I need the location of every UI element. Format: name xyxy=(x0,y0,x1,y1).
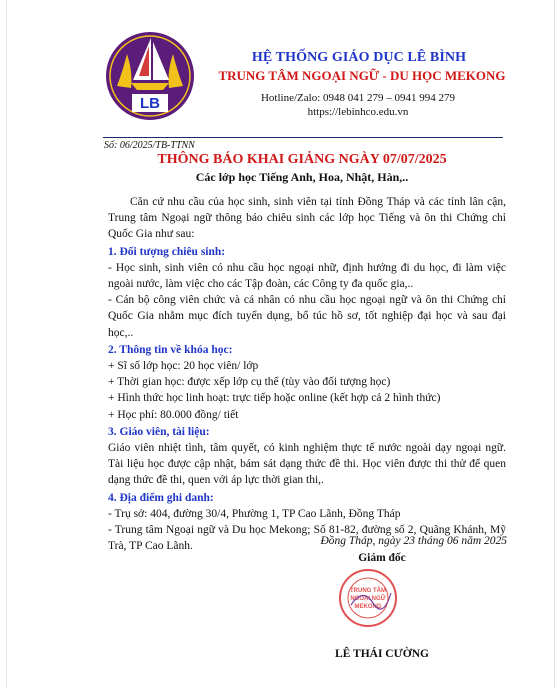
notice-title: THÔNG BÁO KHAI GIẢNG NGÀY 07/07/2025 xyxy=(157,152,447,167)
document-number: Số: 06/2025/TB-TTNN xyxy=(104,140,195,151)
course-info-item: + Học phí: 80.000 đồng/ tiết xyxy=(108,408,239,421)
notice-subtitle: Các lớp học Tiếng Anh, Hoa, Nhật, Hàn,.. xyxy=(195,170,409,184)
center-name: TRUNG TÂM NGOẠI NGỮ - DU HỌC MEKONG xyxy=(218,68,506,83)
org-name: HỆ THỐNG GIÁO DỤC LÊ BÌNH xyxy=(251,50,467,65)
course-info-item: + Thời gian học: được xếp lớp cụ thể (tùy vào đối tượng học) xyxy=(108,376,391,389)
header-divider xyxy=(103,137,503,138)
section-heading-teachers: 3. Giáo viên, tài liệu: xyxy=(108,425,210,438)
teachers-paragraph: Giáo viên nhiệt tình, tâm quyết, có kinh nghiệm thực tế nước ngoài dạy ngoại ngữ. Tài liệu học được cập nhật, bám sát dạng thức đề thi. Học viên được thi thử để quen dạng thức đề thi, quen với áp lực thời gian thi,. xyxy=(108,442,506,487)
section-heading-course: 2. Thông tin về khóa học: xyxy=(108,343,233,356)
audience-item: - Cán bộ công viên chức và cá nhân có nhu cầu học ngoại ngữ và ôn thi Chứng chỉ Quốc Gia nhằm mục đích tuyển dụng, bổ túc hồ sơ, tốt nghiệp đại học và sau đại học,.. xyxy=(108,294,506,339)
signer-name: LÊ THÁI CƯỜNG xyxy=(335,648,429,660)
location-item: - Trung tâm Ngoại ngữ và Du học Mekong; Số 81-82, đường số 2, Quãng Khánh, Mỹ Trà, TP Cao Lãnh. xyxy=(108,524,506,553)
section-heading-locations: 4. Địa điểm ghi danh: xyxy=(108,491,214,504)
course-info-item: + Hình thức học linh hoạt: trực tiếp hoặc online (kết hợp cả 2 hình thức) xyxy=(108,392,441,405)
notice-body xyxy=(108,194,506,554)
hotline: Hotline/Zalo: 0948 041 279 – 0941 994 279 xyxy=(260,92,455,104)
section-heading-audience: 1. Đối tượng chiêu sinh: xyxy=(108,245,226,258)
audience-item: - Học sinh, sinh viên có nhu cầu học ngoại nhữ, định hướng đi du học, đi làm việc ngoài nước, làm việc cho các Tập đoàn, các Công ty đa quốc gia,.. xyxy=(108,261,506,291)
signature-date: Đồng Tháp, ngày 23 tháng 06 năm 2025 xyxy=(320,535,507,547)
seal-text: NGOẠI NGỮ xyxy=(350,596,386,602)
course-info-item: + Sĩ số lớp học: 20 học viên/ lớp xyxy=(108,360,259,373)
seal-text: MEKONG xyxy=(354,604,382,610)
logo-text: LB xyxy=(140,95,160,112)
intro-paragraph: Căn cứ nhu cầu của học sinh, sinh viên tại tỉnh Đồng Tháp và các tỉnh lân cận, Trung tâm Ngoại ngữ thông báo chiêu sinh các lớp học Tiếng và ôn thi Chứng chỉ Quốc Gia như sau: xyxy=(108,196,506,241)
official-seal xyxy=(337,567,399,629)
document-page xyxy=(6,0,555,688)
location-item: - Trụ sở: 404, đường 30/4, Phường 1, TP Cao Lãnh, Đồng Tháp xyxy=(108,507,401,520)
school-logo xyxy=(105,28,195,124)
signer-role: Giám đốc xyxy=(358,552,406,564)
website-link[interactable]: https://lebinhco.edu.vn xyxy=(307,106,409,118)
seal-text: TRUNG TÂM xyxy=(350,588,386,594)
